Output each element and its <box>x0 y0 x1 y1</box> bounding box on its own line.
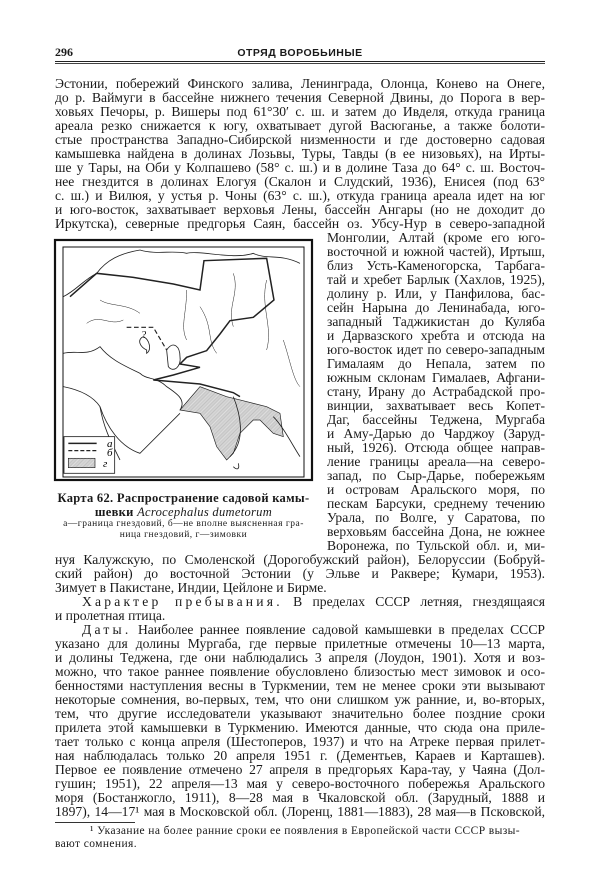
line-text: Первое ее появление отмечено 27 апреля в предгорьях Кара-тау, у Чаяна (Дол- <box>55 762 545 777</box>
line-text: бенностями наступления весны в Туркмении, тем не менее сроки эти вызывают <box>55 678 545 693</box>
line-text: стые пространства Западно-Сибирской низменности и где достоверно садовая <box>55 132 545 147</box>
legend-label-b: б <box>107 447 113 459</box>
caption-word: шевки <box>94 505 134 519</box>
line-text: юго-восток идет по северо-западным <box>327 342 545 357</box>
line-text: ховьях Печоры, р. Вишеры под 61°30′ с. ш. и затем до Ивделя, откуда граница <box>55 104 545 119</box>
legend-label-a: а <box>107 438 113 450</box>
map-caption-title-2 <box>55 505 312 520</box>
line-text: Воронежа, по Тульской обл. и, ми- <box>327 538 545 553</box>
line-text: Зимует в Пакистане, Индии, Цейлоне и Бирме. <box>55 580 327 595</box>
line-text: и Дарвазского хребта и отсюда на <box>327 328 545 343</box>
line-text: верховьям бассейна Дона, не южнее <box>327 524 545 539</box>
line-text: некоторые сомнения, во-первых, тем, что они слишком уж ранние, и, во-вторых, <box>55 692 545 707</box>
map-legend-caption-2: ница гнездовий, г—зимовки <box>119 530 248 540</box>
wintering-area <box>180 387 283 460</box>
section-heading: Характер пребывания. <box>82 594 283 609</box>
line-text: долину р. Или, у Панфилова, бас- <box>327 286 545 301</box>
line-text: Даг, бассейны Теджена, Мургаба <box>327 412 545 427</box>
line-text: ная наблюдалась только 20 апреля 1951 г. (Дементьев, Караев и Карташев). <box>55 748 545 763</box>
line-text: ский район) до восточной Эстонии (у Эльве и Раквере; Кумари, 1953). <box>55 566 545 581</box>
line-text: и пролетная птица. <box>55 608 166 623</box>
line-text: запад, по Сыр-Дарье, побережьям <box>327 468 545 483</box>
line-text: и островам Аральского моря, по <box>327 482 545 497</box>
line-text: и юго-восток, захватывает верховья Лены, бассейн Ангары (но не доходит до <box>55 202 545 217</box>
legend-hatch-swatch <box>68 458 95 467</box>
line-text: гушин; 1951), 22 апреля—13 мая у северо-восточного побережья Аральского <box>55 776 545 791</box>
line-text: ление границы ареала—на северо- <box>327 454 545 469</box>
caspian-sea <box>167 345 181 369</box>
line-text: прилета этой камышевки в Туркмению. Имеются данные, что сюда она приле- <box>55 720 545 735</box>
line-text: и долины Теджена, где они наблюдались 3 апреля (Лоудон, 1901). Хотя и воз- <box>55 650 545 665</box>
running-title: ОТРЯД ВОРОБЬИНЫЕ <box>237 47 363 59</box>
line-text: сейн Нарына до Ленинабада, юго- <box>327 300 545 315</box>
line-text: и Аму-Дарью до Чарджоу (Заруд- <box>327 426 545 441</box>
line-text: тает только с конца апреля (Шестоперов, 1937) и что на Атреке первая прилет- <box>55 734 545 749</box>
line-text: моря (Бостанжогло, 1911), 8—28 мая в Чкаловской обл. (Зарудный, 1888 и <box>55 790 545 805</box>
line-text: Гималаям до Непала, затем по <box>327 356 545 371</box>
line-text: пескам Барсуки, среднему течению <box>327 496 545 511</box>
line-text: указано для долины Мургаба, где первые прилетные отмечены 10—13 марта, <box>55 636 545 651</box>
line-text: Иркутска), северные предгорья Саян, бассейн оз. Убсу-Нур в северо-западной <box>55 216 545 231</box>
line-text: ареала резко снижается к югу, охватывает дугой Васюганье, а также болоти- <box>55 118 545 133</box>
line-text: ше у Тары, на Оби у Колпашево (58° с. ш.) и в долине Таза до 64° с. ш. Восточ- <box>55 160 545 175</box>
line-text: Эстонии, побережий Финского залива, Ленинграда, Олонца, Конево на Онеге, <box>55 76 545 91</box>
line-text: можно, что такое раннее появление обусловлено близостью мест зимовок и осо- <box>55 664 545 679</box>
line-text: западный Таджикистан до Куляба <box>327 314 545 329</box>
line-text: восточной и южной частей), Иртыш, <box>327 244 545 259</box>
section-heading: Даты. <box>82 622 132 637</box>
line-text: до р. Ваймуги в бассейне нижнего течения Северной Двины, до Порога в вер- <box>55 90 545 105</box>
footnote-line-1: ¹ Указание на более ранние сроки ее появления в Европейской части СССР вызы- <box>90 825 521 837</box>
breeding-boundary-line <box>70 258 274 396</box>
line-text: с. ш.) и Вилюя, у устья р. Чоны (63° с. ш.), откуда граница ареала идет на юг <box>55 188 545 203</box>
line-text: 1897), 14—17¹ мая в Московской обл. (Лоренц, 1881—1883), 28 мая—в Псковской, <box>55 804 545 819</box>
species-name: Acrocephalus dumetorum <box>137 505 273 519</box>
coastline <box>63 347 182 410</box>
line-text: Монголии, Алтай (кроме его юго- <box>327 230 545 245</box>
map-caption-title: Карта 62. Распространение садовой камы- <box>57 491 310 505</box>
line-text: В пределах СССР летняя, гнездящаяся <box>293 594 546 609</box>
line-text: Урала, по Волге, у Саратова, по <box>327 510 545 525</box>
line-text: тем, что другие исследователи указывают значительно более поздние сроки <box>55 706 545 721</box>
line-text: стану, Ирану до Астрабадской про- <box>327 384 545 399</box>
footnote-line-2: вают сомнения. <box>55 838 137 850</box>
line-text: нуя Калужскую, по Смоленской (Дорогобужский район), Белоруссии (Бобруй- <box>55 552 545 567</box>
footnote-rule <box>55 822 135 823</box>
page-number: 296 <box>55 45 73 59</box>
line-text: Наиболее раннее появление садовой камышевки в пределах СССР <box>137 622 545 637</box>
line-text: тай и хребет Барлык (Хахлов, 1925), <box>327 272 545 287</box>
line-text: ный, 1926). Отсюда общее направ- <box>327 440 545 455</box>
line-text: камышевка найдена в долинах Лозьвы, Туры, Тавды (в ее низовьях), на Ирты- <box>55 146 545 161</box>
map-question-mark: ? <box>142 330 147 341</box>
line-text: южным склонам Гималаев, Афгани- <box>327 370 545 385</box>
line-text: нее гнездится в долинах Елогуя (Скалон и Слудский, 1936), Енисея (под 63° <box>55 174 545 189</box>
map-legend-caption-1: а—граница гнездовий, б—не вполне выясненная гра- <box>63 519 304 529</box>
line-text: винции, захватывает весь Копет- <box>327 398 545 413</box>
line-text: близ Усть-Каменогорска, Тарбага- <box>327 258 545 273</box>
legend-label-g: г <box>103 458 108 470</box>
